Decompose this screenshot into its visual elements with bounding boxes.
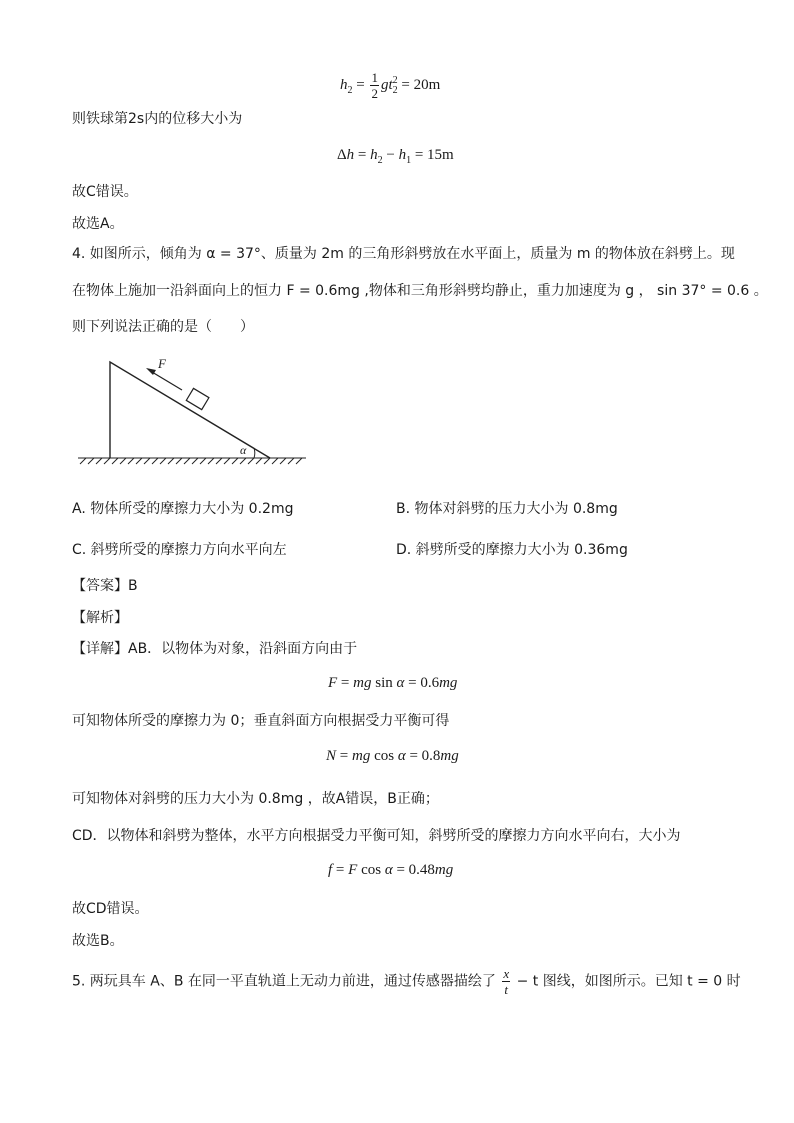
question-5-text-b: − t 图线，如图所示。已知 t = 0 时: [516, 973, 741, 990]
option-c: C. 斜劈所受的摩擦力方向水平向左: [72, 542, 287, 558]
analysis-label: 【解析】: [72, 610, 128, 626]
text-choose-b: 故选B。: [72, 933, 124, 949]
text-cd-wrong: 故CD错误。: [72, 901, 149, 917]
option-a: A. 物体所受的摩擦力大小为 0.2mg: [72, 501, 294, 517]
option-d: D. 斜劈所受的摩擦力大小为 0.36mg: [396, 542, 628, 558]
force-label: F: [158, 356, 166, 371]
text-pressure: 可知物体对斜劈的压力大小为 0.8mg ，故A错误，B正确；: [72, 791, 439, 807]
block: [186, 388, 209, 409]
equation-f: f = F cos α = 0.48mg: [328, 862, 454, 878]
question-5-text-a: 5. 两玩具车 A、B 在同一平直轨道上无动力前进，通过传感器描绘了: [72, 973, 496, 990]
answer-label: 【答案】B: [72, 578, 138, 594]
ground-hatch: [78, 458, 306, 464]
angle-label: α: [240, 443, 247, 457]
text-c-wrong: 故C错误。: [72, 184, 138, 200]
text-friction-zero: 可知物体所受的摩擦力为 0；垂直斜面方向根据受力平衡可得: [72, 713, 450, 729]
question-4-line-2: 在物体上施加一沿斜面向上的恒力 F = 0.6mg ,物体和三角形斜劈均静止，重力加速度为 g ， sin 37° = 0.6 。: [72, 283, 768, 299]
text-cd-analysis: CD．以物体和斜劈为整体，水平方向根据受力平衡可知，斜劈所受的摩擦力方向水平向右，大小为: [72, 828, 681, 844]
angle-arc: [254, 448, 255, 458]
text-choose-a: 故选A。: [72, 216, 124, 232]
equation-h2: $h_2$ = $\frac{1}{2}$ $gt^2_2 = 20m$: [340, 70, 441, 101]
half-fraction: $\frac{1}{2}$: [371, 70, 378, 101]
force-arrow: [152, 372, 182, 390]
question-5-line-1: [72, 966, 741, 997]
question-4-line-1: 4. 如图所示，倾角为 α = 37°、质量为 2m 的三角形斜劈放在水平面上，质量为 m 的物体放在斜劈上。现: [72, 246, 735, 262]
text-iron-2s: 则铁球第2s内的位移大小为: [72, 111, 243, 127]
equation-F: F = mg sin α = 0.6mg: [328, 675, 458, 691]
incline-figure: [72, 350, 312, 470]
equation-delta-h: $\Delta h = h_2 - h_1 = 15m$: [337, 147, 454, 166]
detail-ab: 【详解】AB．以物体为对象，沿斜面方向由于: [72, 641, 358, 657]
equation-N: N = mg cos α = 0.8mg: [326, 748, 459, 764]
x-over-t-fraction: $\frac{x}{t}$: [503, 966, 510, 997]
option-b: B. 物体对斜劈的压力大小为 0.8mg: [396, 501, 618, 517]
question-4-line-3: 则下列说法正确的是（ ）: [72, 319, 254, 335]
